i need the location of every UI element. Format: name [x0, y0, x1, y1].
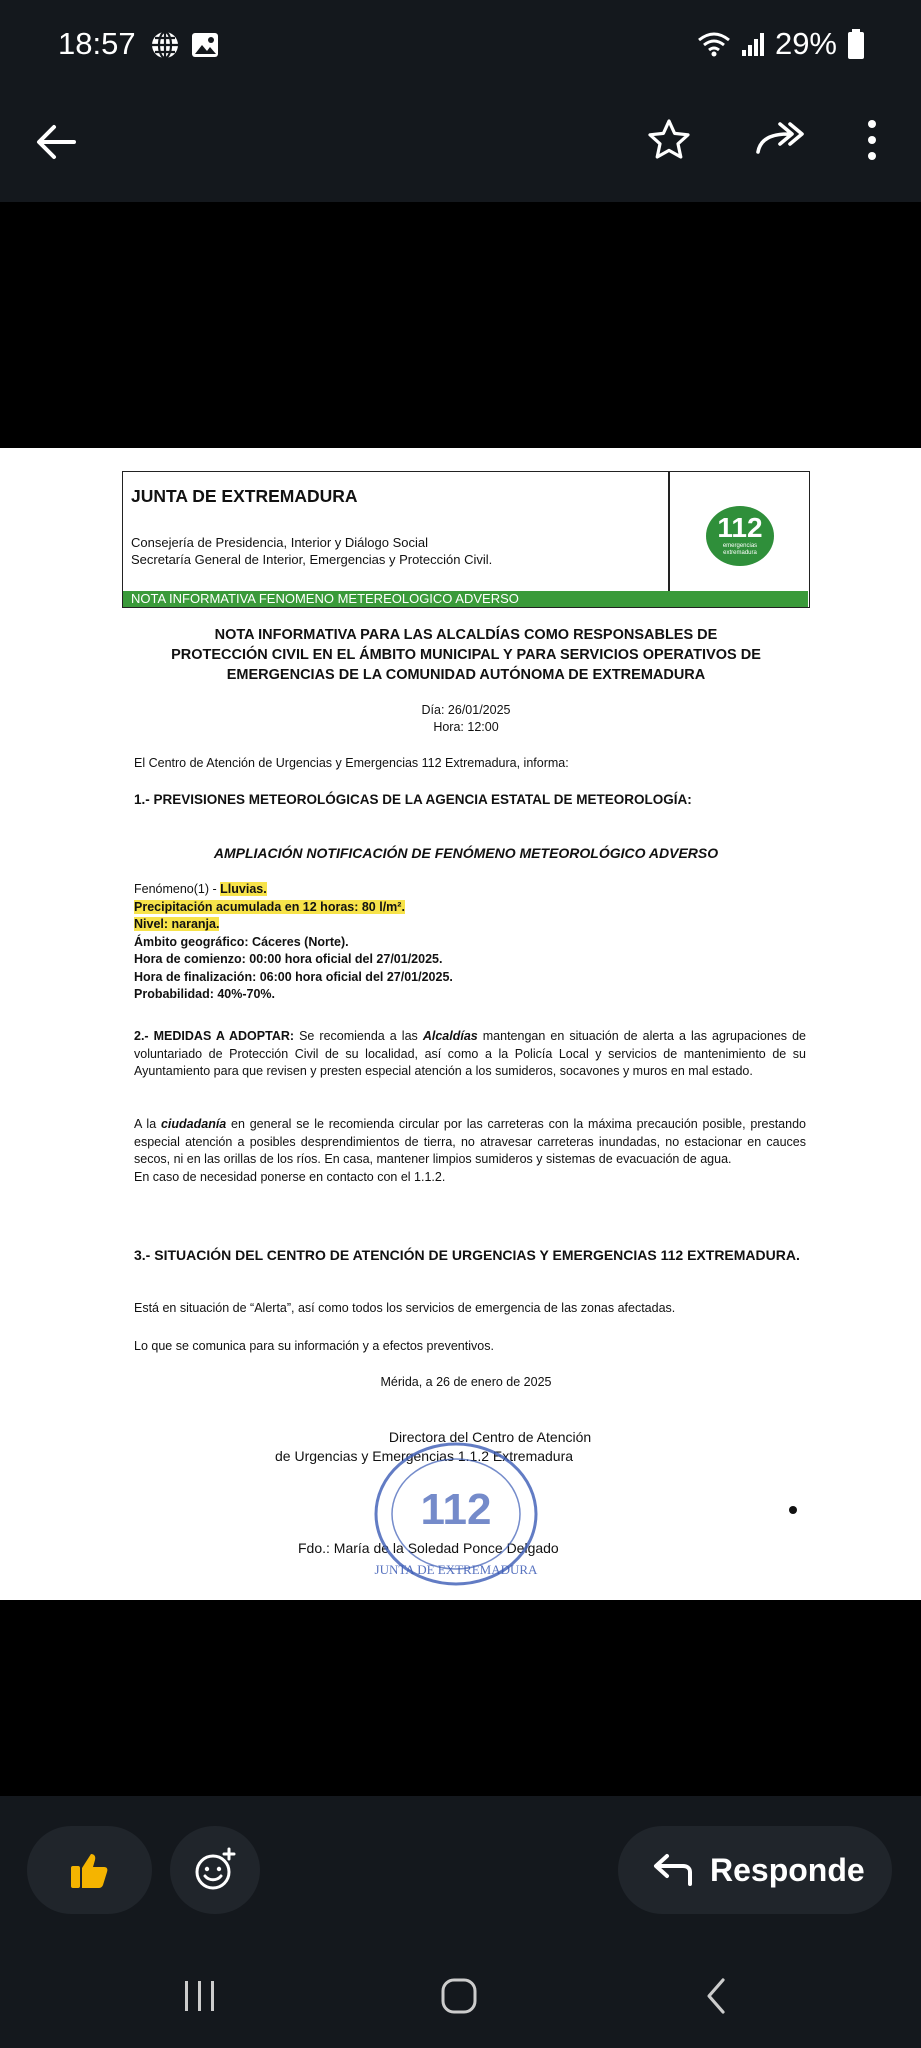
measures-emphasis: Alcaldías — [422, 1029, 478, 1043]
status-system-icons — [697, 26, 865, 62]
more-vert-icon[interactable] — [862, 116, 882, 164]
alert-status-text: Está en situación de “Alerta”, así como todos los servicios de emergencia de las zonas afectadas. — [134, 1301, 676, 1315]
document-image — [0, 448, 921, 1600]
viewer-toolbar — [0, 92, 921, 202]
stamp-text: JUNTA DE EXTREMADURA — [374, 1562, 538, 1577]
measures-text-b: mantengan en situación de alerta a las agrupaciones de voluntariado de Protección Civil de su localidad, así como a la Policía Local y servicios de mantenimiento de su Ayuntamiento para que revisen y presten especial atención a los sumideros, socavones y muros en mal estado. — [134, 1029, 806, 1078]
status-time: 18:57 — [58, 26, 136, 61]
home-icon[interactable] — [439, 1976, 479, 2016]
document-header — [122, 471, 810, 608]
like-button[interactable] — [27, 1826, 152, 1914]
stray-mark — [789, 1506, 797, 1514]
department-line-1: Consejería de Presidencia, Interior y Diálogo Social — [131, 535, 428, 550]
phenomenon-value: Lluvias. — [220, 882, 267, 896]
citizen-paragraph — [134, 1116, 806, 1186]
citizen-text-b: en general se le recomienda circular por las carreteras con la máxima precaución posible, prestando especial atención a posibles desprendimientos de tierra, no atravesar carreteras inundadas, no estacionar en cauces secos, ni en las orillas de los ríos. En casa, mantener limpios sumideros y sistemas de evacuación de agua. — [134, 1117, 806, 1166]
emergency-112-logo — [704, 504, 776, 568]
logo-sub1: emergencias — [722, 543, 758, 549]
add-reaction-icon — [191, 1846, 239, 1894]
organization-name: JUNTA DE EXTREMADURA — [131, 486, 358, 506]
phenomenon-details — [134, 881, 634, 1004]
signer-name: Fdo.: María de la Soledad Ponce Delgado — [298, 1540, 559, 1556]
reply-label: Responde — [710, 1852, 865, 1888]
issue-hour: Hora: 12:00 — [433, 720, 499, 734]
communication-text: Lo que se comunica para su información y a efectos preventivos. — [134, 1339, 494, 1353]
back-icon[interactable] — [697, 1976, 737, 2016]
reply-icon — [650, 1850, 694, 1890]
signal-icon — [741, 30, 765, 58]
issue-day: Día: 26/01/2025 — [421, 703, 511, 717]
star-icon[interactable] — [645, 116, 693, 164]
add-reaction-button[interactable] — [170, 1826, 260, 1914]
place-date: Mérida, a 26 de enero de 2025 — [380, 1375, 552, 1389]
battery-percent: 29% — [774, 26, 837, 61]
notice-banner: NOTA INFORMATIVA FENOMENO METEREOLOGICO ADVERSO — [123, 591, 808, 607]
document-title — [122, 625, 810, 685]
intro-text: El Centro de Atención de Urgencias y Emergencias 112 Extremadura, informa: — [134, 756, 569, 770]
title-line-2: PROTECCIÓN CIVIL EN EL ÁMBITO MUNICIPAL Y PARA SERVICIOS OPERATIVOS DE — [171, 647, 761, 663]
precipitation-line: Precipitación acumulada en 12 horas: 80 l/m². — [134, 899, 405, 914]
stamp-number: 112 — [420, 1485, 492, 1534]
signer-title-2: de Urgencias y Emergencias 1.1.2 Extremadura — [275, 1448, 574, 1464]
measures-text-a: Se recomienda a las — [294, 1029, 423, 1043]
section-1-subtitle: AMPLIACIÓN NOTIFICACIÓN DE FENÓMENO METEOROLÓGICO ADVERSO — [213, 845, 719, 861]
citizen-text-a: A la — [134, 1117, 161, 1131]
thumbs-up-icon — [67, 1848, 111, 1892]
section-1-heading: 1.- PREVISIONES METEOROLÓGICAS DE LA AGENCIA ESTATAL DE METEOROLOGÍA: — [134, 792, 692, 807]
status-bar — [0, 0, 921, 92]
phenomenon-label: Fenómeno(1) - — [134, 882, 221, 896]
forward-icon[interactable] — [752, 116, 804, 164]
logo-number: 112 — [717, 512, 763, 543]
citizen-contact: En caso de necesidad ponerse en contacto con el 1.1.2. — [134, 1169, 446, 1184]
wifi-icon — [697, 30, 731, 58]
department-line-2: Secretaría General de Interior, Emergencias y Protección Civil. — [131, 552, 493, 567]
measures-heading: 2.- MEDIDAS A ADOPTAR: — [134, 1029, 295, 1043]
probability-line: Probabilidad: 40%-70%. — [134, 987, 276, 1001]
reaction-bar — [0, 1796, 921, 1966]
system-nav-bar — [0, 1946, 921, 2048]
start-time-line: Hora de comienzo: 00:00 hora oficial del 27/01/2025. — [134, 952, 443, 966]
reply-button[interactable] — [618, 1826, 892, 1914]
end-time-line: Hora de finalización: 06:00 hora oficial del 27/01/2025. — [134, 969, 453, 984]
scope-line: Ámbito geográfico: Cáceres (Norte). — [134, 934, 349, 949]
level-line: Nivel: naranja. — [134, 917, 220, 931]
recent-apps-icon[interactable] — [180, 1976, 220, 2016]
title-line-1: NOTA INFORMATIVA PARA LAS ALCALDÍAS COMO RESPONSABLES DE — [214, 627, 718, 643]
signer-title-1: Directora del Centro de Atención — [388, 1429, 592, 1445]
globe-icon — [150, 30, 180, 60]
issue-date — [122, 702, 810, 736]
back-arrow-icon[interactable] — [30, 116, 82, 168]
phenomenon-line — [134, 881, 634, 899]
measures-paragraph — [134, 1028, 806, 1081]
title-line-3: EMERGENCIAS DE LA COMUNIDAD AUTÓNOMA DE EXTREMADURA — [226, 667, 706, 683]
official-stamp — [370, 1438, 542, 1590]
citizen-emphasis: ciudadanía — [160, 1117, 227, 1131]
image-icon — [190, 30, 220, 60]
header-divider — [668, 472, 670, 592]
logo-sub2: extremadura — [723, 550, 757, 556]
status-notification-icons — [150, 30, 220, 60]
section-3-heading: 3.- SITUACIÓN DEL CENTRO DE ATENCIÓN DE URGENCIAS Y EMERGENCIAS 112 EXTREMADURA. — [134, 1247, 800, 1263]
battery-icon — [847, 28, 865, 60]
